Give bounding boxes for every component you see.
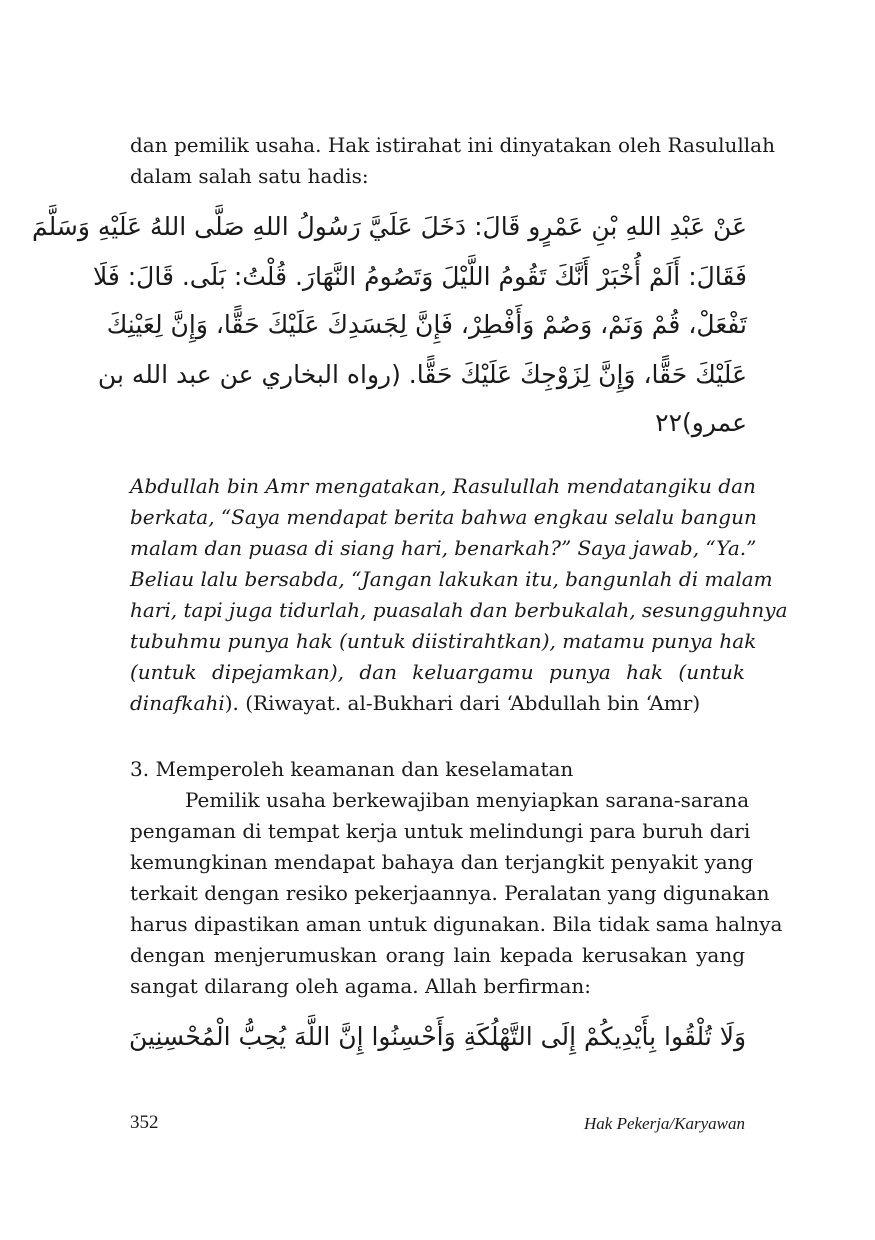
text-line: dalam salah satu hadis: xyxy=(130,164,369,188)
arabic-line: عَلَيْكَ حَقًّا، وَإِنَّ لِزَوْجِكَ عَلَيْكَ حَقًّا. (رواه البخاري عن عبد الله بن xyxy=(97,360,747,389)
text-line: malam dan puasa di siang hari, benarkah?” Saya jawab, “Ya.” xyxy=(130,536,757,560)
text-line: terkait dengan resiko pekerjaannya. Peralatan yang digunakan xyxy=(130,881,770,905)
text-line: dengan menjerumuskan orang lain kepada kerusakan yang xyxy=(130,943,745,967)
text-line xyxy=(130,691,745,715)
arabic-line: فَقَالَ: أَلَمْ أُخْبَرْ أَنَّكَ تَقُومُ اللَّيْلَ وَتَصُومُ النَّهَارَ. قُلْتُ: بَلَى. قَالَ: فَلَا xyxy=(92,262,747,291)
text-line: pengaman di tempat kerja untuk melindungi para buruh dari xyxy=(130,819,751,843)
text-line: sangat dilarang oleh agama. Allah berfirman: xyxy=(130,974,592,998)
text-line: kemungkinan mendapat bahaya dan terjangkit penyakit yang xyxy=(130,850,754,874)
text-line: berkata, “Saya mendapat berita bahwa engkau selalu bangun xyxy=(130,505,757,529)
text-line: tubuhmu punya hak (untuk diistirahtkan), matamu punya hak xyxy=(130,629,757,653)
arabic-line: تَفْعَلْ، قُمْ وَنَمْ، وَصُمْ وَأَفْطِرْ، فَإِنَّ لِجَسَدِكَ عَلَيْكَ حَقًّا، وَإِنَّ لِعَيْنِكَ xyxy=(106,310,747,339)
text-line: dan pemilik usaha. Hak istirahat ini dinyatakan oleh Rasulullah xyxy=(130,133,775,157)
text-line: Pemilik usaha berkewajiban menyiapkan sarana-sarana xyxy=(185,788,750,812)
text-italic: dinafkahi xyxy=(130,691,225,715)
text-line: harus dipastikan aman untuk digunakan. Bila tidak sama halnya xyxy=(130,912,783,936)
text-line: hari, tapi juga tidurlah, puasalah dan berbukalah, sesungguhnya xyxy=(130,598,788,622)
quran-verse: وَلَا تُلْقُوا بِأَيْدِيكُمْ إِلَى التَّهْلُكَةِ وَأَحْسِنُوا إِنَّ اللَّهَ يُحِبُّ الْمُحْسِنِينَ xyxy=(128,1022,747,1051)
page-number: 352 xyxy=(130,1112,159,1133)
text-line: (untuk dipejamkan), dan keluargamu punya hak (untuk xyxy=(130,660,745,684)
arabic-line: عَنْ عَبْدِ اللهِ بْنِ عَمْرٍو قَالَ: دَخَلَ عَلَيَّ رَسُولُ اللهِ صَلَّى اللهُ عَلَيْهِ وَسَلَّمَ xyxy=(31,212,747,241)
arabic-line: عمرو)٢٢ xyxy=(655,408,747,437)
text-line: Abdullah bin Amr mengatakan, Rasulullah mendatangiku dan xyxy=(130,474,756,498)
text-line: Beliau lalu bersabda, “Jangan lakukan itu, bangunlah di malam xyxy=(130,567,773,591)
section-heading: 3. Memperoleh keamanan dan keselamatan xyxy=(130,757,574,781)
citation: ). (Riwayat. al-Bukhari dari ‘Abdullah bin ‘Amr) xyxy=(224,691,701,715)
running-title: Hak Pekerja/Karyawan xyxy=(584,1114,745,1133)
